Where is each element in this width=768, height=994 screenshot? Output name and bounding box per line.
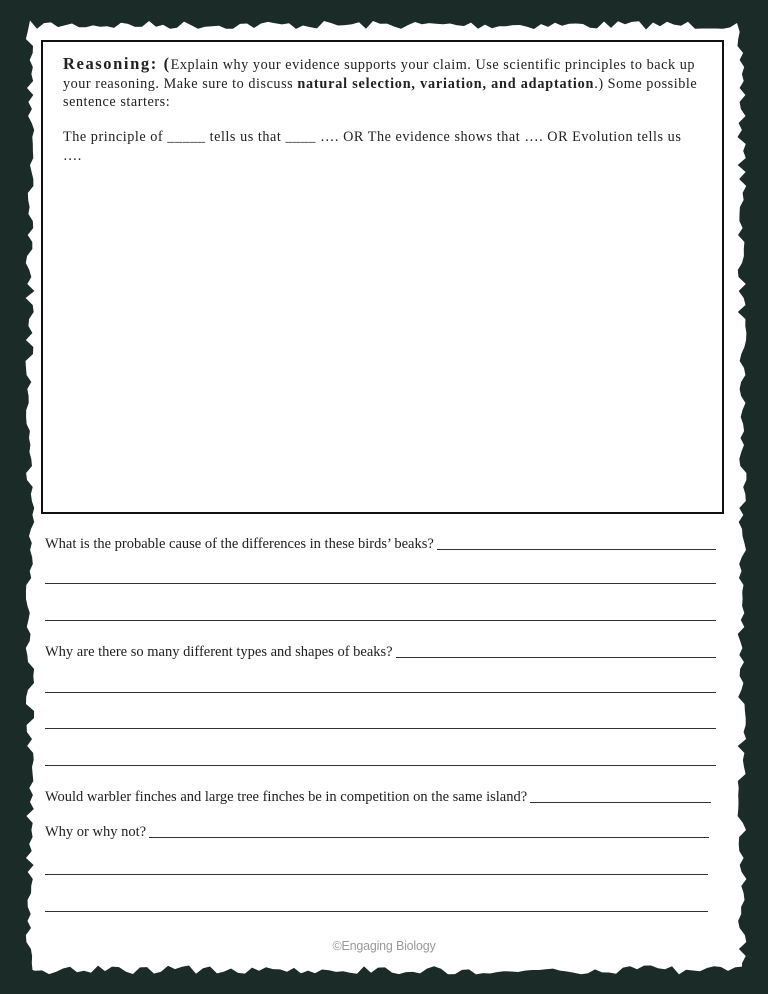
sentence-starters: The principle of _____ tells us that ____ …. OR The evidence shows that …. OR Evolution tells us …. <box>63 129 682 164</box>
reasoning-heading: Reasoning: ( <box>63 54 171 73</box>
answer-line[interactable] <box>45 583 716 584</box>
copyright-footer: ©Engaging Biology <box>332 939 436 953</box>
reasoning-instructions <box>63 55 703 112</box>
question-1 <box>45 532 716 552</box>
question-1-text: What is the probable cause of the differences in these birds’ beaks? <box>45 536 434 552</box>
question-4 <box>45 820 709 840</box>
answer-line[interactable] <box>45 874 708 875</box>
reasoning-outro: .) Some possible sentence starters: <box>63 75 698 110</box>
question-3-answer-blank[interactable] <box>530 802 711 803</box>
question-2-answer-blank[interactable] <box>396 657 716 658</box>
question-1-answer-blank[interactable] <box>437 549 716 550</box>
answer-line[interactable] <box>45 765 716 766</box>
answer-line[interactable] <box>45 620 716 621</box>
answer-line[interactable] <box>45 728 716 729</box>
reasoning-bold-terms: natural selection, variation, and adaptation <box>297 75 595 92</box>
question-3-text: Would warbler finches and large tree finches be in competition on the same island? <box>45 789 528 805</box>
question-4-text: Why or why not? <box>45 824 147 840</box>
reasoning-box[interactable] <box>41 40 724 514</box>
reasoning-intro: Explain why your evidence supports your claim. Use scientific principles to back up your reasoning. Make sure to discuss <box>63 57 696 92</box>
question-2-text: Why are there so many different types and shapes of beaks? <box>45 644 393 660</box>
question-4-answer-blank[interactable] <box>149 837 709 838</box>
question-2 <box>45 640 716 660</box>
answer-line[interactable] <box>45 911 708 912</box>
question-3 <box>45 785 711 805</box>
answer-line[interactable] <box>45 692 716 693</box>
